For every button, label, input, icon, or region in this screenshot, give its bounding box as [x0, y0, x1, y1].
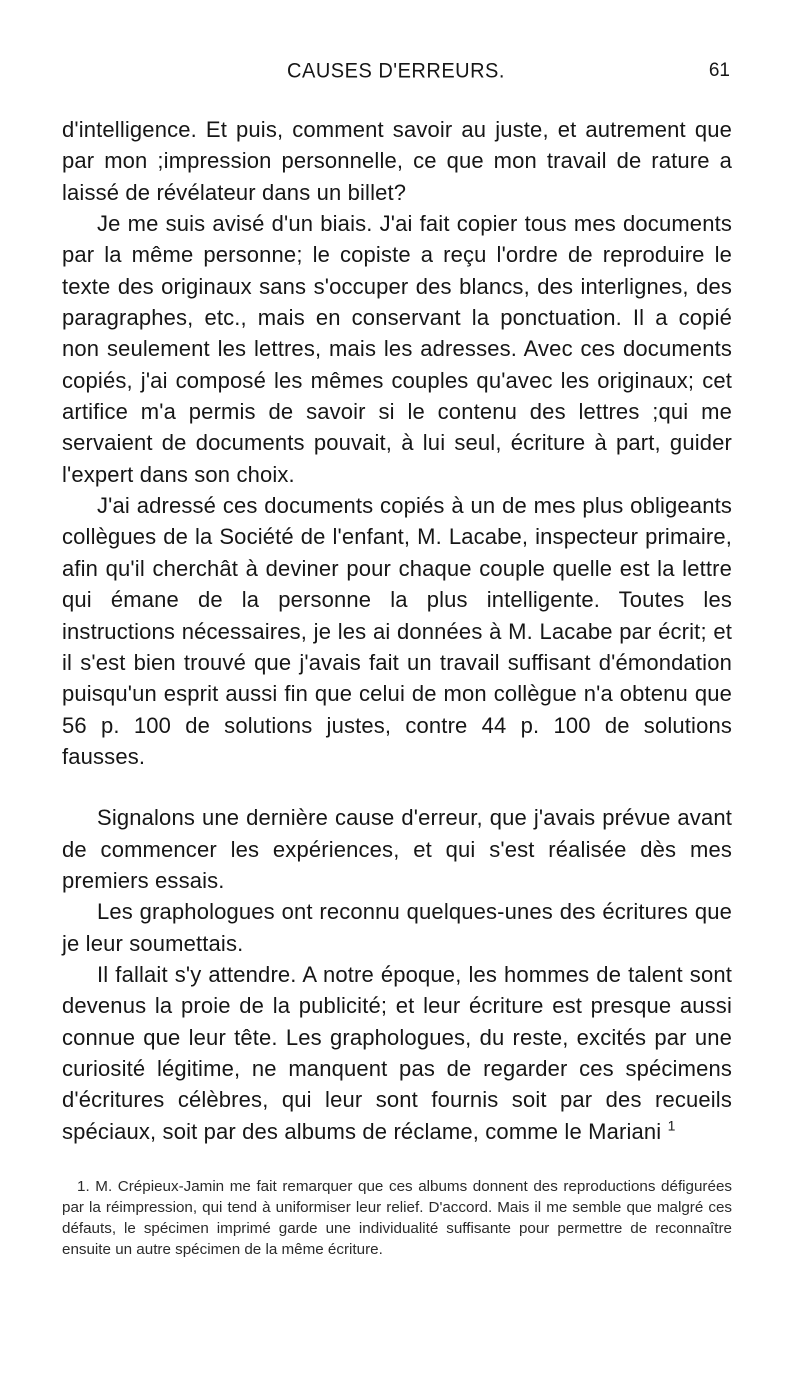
paragraph-text: Il fallait s'y attendre. A notre époque, les hommes de talent sont devenus la proie de la publicité; et leur écriture est presque aussi connue que leur tête. Les graphologues, du reste, excités par une curiosité légitime, ne manquent pas de regarder ces spécimens d'écritures célèbres, qui leur sont fournis soit par des recueils spéciaux, soit par des albums de réclame, comme le Mariani — [62, 961, 732, 1144]
paragraph-with-note — [62, 959, 732, 1147]
footnote-paragraph — [62, 1176, 732, 1260]
body-text — [62, 114, 732, 1147]
paragraph: Les graphologues ont reconnu quelques-unes des écritures que je leur soumettais. — [62, 899, 732, 956]
footnote-number: 1. — [77, 1178, 90, 1195]
footnote — [62, 1176, 732, 1260]
running-title: CAUSES D'ERREURS. — [287, 59, 505, 83]
footnote-text: M. Crépieux-Jamin me fait remarquer que ces albums donnent des reproductions défigurées par la réimpression, qui tend à uniformiser leur relief. D'accord. Mais il me semble que malgré ces défauts, le spécimen imprimé garde une individualité suffisante pour permettre de reconnaître ensuite un autre spécimen de la même écriture. — [62, 1178, 732, 1258]
paragraph: Signalons une dernière cause d'erreur, que j'avais prévue avant de commencer les expériences, et qui s'est réalisée dès mes premiers essais. — [62, 805, 732, 893]
paragraph: Je me suis avisé d'un biais. J'ai fait copier tous mes documents par la même personne; le copiste a reçu l'ordre de reproduire le texte des originaux sans s'occuper des blancs, des interlignes, des paragraphes, etc., mais en conservant la ponctuation. Il a copié non seulement les lettres, mais les adresses. Avec ces documents copiés, j'ai composé les mêmes couples qu'avec les originaux; cet artifice m'a permis de savoir si le contenu des lettres ;qui me servaient de documents pouvait, à lui seul, écriture à part, guider l'expert dans son choix. — [62, 211, 732, 487]
footnote-reference: 1 — [667, 1117, 676, 1134]
paragraph: d'intelligence. Et puis, comment savoir au juste, et autrement que par mon ;impression personnelle, ce que mon travail de rature a laissé de révélateur dans un billet? — [62, 117, 732, 205]
page-number: 61 — [708, 60, 730, 81]
paragraph: J'ai adressé ces documents copiés à un de mes plus obligeants collègues de la Société de l'enfant, M. Lacabe, inspecteur primaire, afin qu'il cherchât à deviner pour chaque couple quelle est la lettre qui émane de la personne la plus intelligente. Toutes les instructions nécessaires, je les ai données à M. Lacabe par écrit; et il s'est bien trouvé que j'avais fait un travail suffisant d'émondation puisqu'un esprit aussi fin que celui de mon collègue n'a obtenu que 56 p. 100 de solutions justes, contre 44 p. 100 de solutions fausses. — [62, 493, 732, 769]
running-head — [62, 60, 730, 94]
